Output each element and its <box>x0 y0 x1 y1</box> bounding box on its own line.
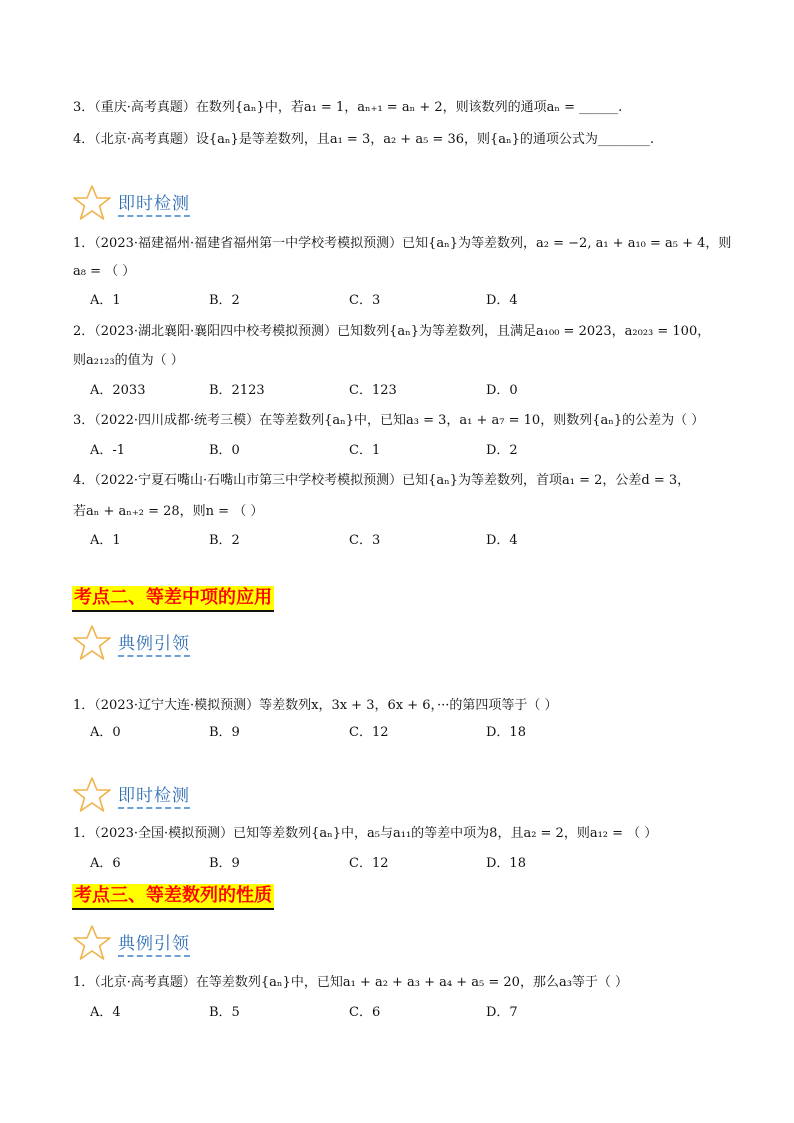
example-question-1-line-1: 1．（北京·高考真题）在等差数列{aₙ}中，已知a₁ + a₂ + a₃ + a₄ + a₅ = 20，那么a₃等于（ ） <box>73 975 629 990</box>
star-outline-icon <box>72 624 112 662</box>
option-b: B．2 <box>209 293 240 308</box>
option-a: A．-1 <box>90 443 126 458</box>
example-badge <box>72 922 272 962</box>
star-outline-icon <box>72 184 112 222</box>
option-d: D．0 <box>486 383 518 398</box>
badge-label: 典例引领 <box>118 929 190 957</box>
option-d: D．4 <box>486 293 518 308</box>
example-badge <box>72 622 272 662</box>
option-a: A．1 <box>90 293 121 308</box>
example-question-1-line-1: 1．（2023·辽宁大连·模拟预测）等差数列x，3x + 3，6x + 6，···的第四项等于（ ） <box>73 698 558 713</box>
intro-question-4: 4．（北京·高考真题）设{aₙ}是等差数列，且a₁ = 3，a₂ + a₅ = 36，则{aₙ}的通项公式为________. <box>73 132 655 147</box>
option-c: C．12 <box>349 856 389 871</box>
badge-label: 即时检测 <box>118 189 190 217</box>
option-b: B．5 <box>209 1005 240 1020</box>
option-a: A．2033 <box>90 383 146 398</box>
option-d: D．7 <box>486 1005 518 1020</box>
option-a: A．6 <box>90 856 121 871</box>
option-b: B．2 <box>209 533 240 548</box>
check-question-3-line-1: 3．（2022·四川成都·统考三模）在等差数列{aₙ}中，已知a₃ = 3，a₁ + a₇ = 10，则数列{aₙ}的公差为（ ） <box>73 413 705 428</box>
check-question-4-line-2: 若aₙ + aₙ₊₂ = 28，则n = （ ） <box>73 504 264 519</box>
option-a: A．4 <box>90 1005 121 1020</box>
option-c: C．6 <box>349 1005 381 1020</box>
star-outline-icon <box>72 924 112 962</box>
option-c: C．12 <box>349 725 389 740</box>
section-title-2: 考点二、等差中项的应用 <box>72 586 274 612</box>
option-c: C．3 <box>349 293 381 308</box>
option-d: D．18 <box>486 856 526 871</box>
option-a: A．0 <box>90 725 121 740</box>
option-d: D．18 <box>486 725 526 740</box>
option-b: B．0 <box>209 443 240 458</box>
check-question-2-line-2: 则a₂₁₂₃的值为（ ） <box>73 353 184 368</box>
check-question-1-line-2: a₈ = （ ） <box>73 264 136 279</box>
badge-label: 典例引领 <box>118 629 190 657</box>
option-c: C．123 <box>349 383 397 398</box>
star-outline-icon <box>72 776 112 814</box>
check-question-2-line-1: 2．（2023·湖北襄阳·襄阳四中校考模拟预测）已知数列{aₙ}为等差数列，且满足a₁₀₀ = 2023，a₂₀₂₃ = 100， <box>73 324 711 339</box>
option-b: B．9 <box>209 725 240 740</box>
option-d: D．4 <box>486 533 518 548</box>
check-question-1-line-1: 1．（2023·全国·模拟预测）已知等差数列{aₙ}中，a₅与a₁₁的等差中项为8，且a₂ = 2，则a₁₂ = （ ） <box>73 826 658 841</box>
option-d: D．2 <box>486 443 518 458</box>
option-b: B．9 <box>209 856 240 871</box>
option-c: C．1 <box>349 443 381 458</box>
instant-check-badge <box>72 774 272 814</box>
option-a: A．1 <box>90 533 121 548</box>
option-b: B．2123 <box>209 383 265 398</box>
section-title-3: 考点三、等差数列的性质 <box>72 884 274 910</box>
instant-check-badge <box>72 182 272 222</box>
check-question-4-line-1: 4．（2022·宁夏石嘴山·石嘴山市第三中学校考模拟预测）已知{aₙ}为等差数列，首项a₁ = 2，公差d = 3， <box>73 473 691 488</box>
badge-label: 即时检测 <box>118 781 190 809</box>
intro-question-3: 3．（重庆·高考真题）在数列{aₙ}中，若a₁ = 1，aₙ₊₁ = aₙ + 2，则该数列的通项aₙ = ______. <box>73 100 623 115</box>
option-c: C．3 <box>349 533 381 548</box>
check-question-1-line-1: 1．（2023·福建福州·福建省福州第一中学校考模拟预测）已知{aₙ}为等差数列，a₂ = −2, a₁ + a₁₀ = a₅ + 4，则 <box>73 236 732 251</box>
